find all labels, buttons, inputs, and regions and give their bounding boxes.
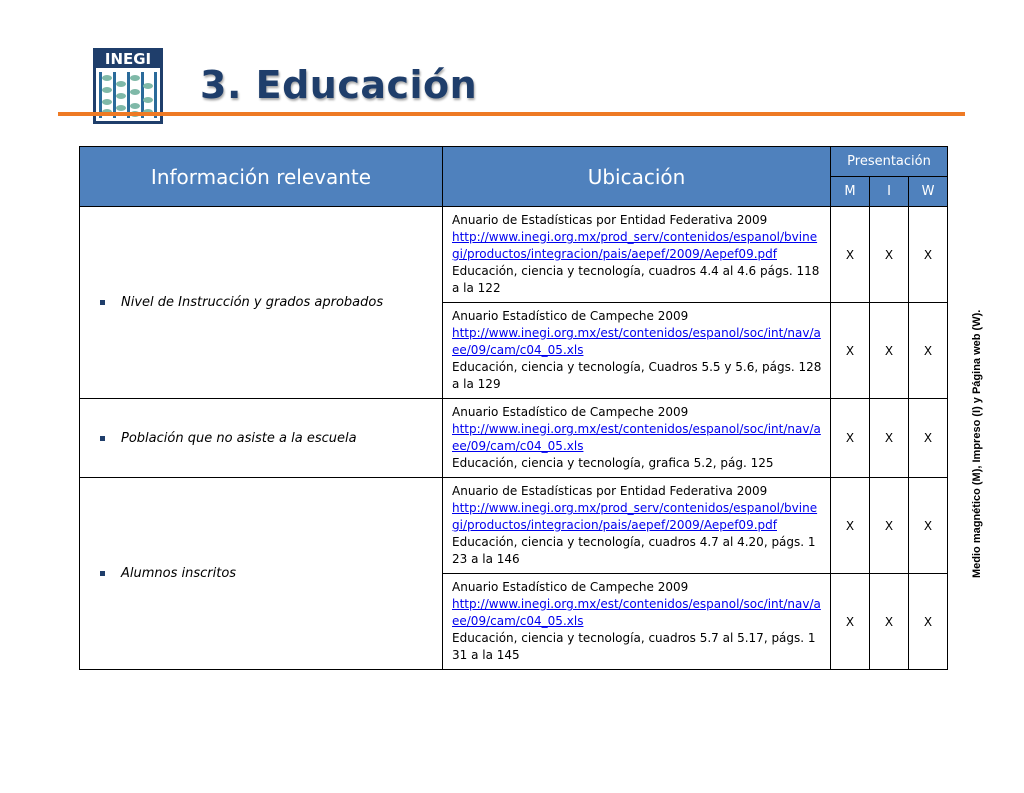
presentacion-w-cell: X [909, 574, 948, 670]
source-link[interactable]: http://www.inegi.org.mx/est/contenidos/espanol/soc/int/nav/aee/09/cam/c04_05.xls [452, 422, 821, 453]
info-cell [80, 207, 443, 399]
table-row [80, 207, 948, 303]
source-detail: Educación, ciencia y tecnología, Cuadros 5.5 y 5.6, págs. 128 a la 129 [452, 360, 822, 391]
presentacion-i-cell: X [870, 207, 909, 303]
bullet-icon [100, 436, 105, 441]
header-w: W [909, 177, 948, 207]
table-row [80, 478, 948, 574]
presentacion-w-cell: X [909, 207, 948, 303]
info-cell [80, 478, 443, 670]
presentacion-m-cell: X [831, 478, 870, 574]
header-presentacion: Presentación [831, 147, 948, 177]
ubicacion-cell [443, 303, 831, 399]
table-row [80, 399, 948, 478]
info-label: Nivel de Instrucción y grados aprobados [121, 295, 384, 310]
source-link[interactable]: http://www.inegi.org.mx/est/contenidos/espanol/soc/int/nav/aee/09/cam/c04_05.xls [452, 326, 821, 357]
source-link[interactable]: http://www.inegi.org.mx/prod_serv/contenidos/espanol/bvinegi/productos/integracion/pais/aepef/2009/Aepef09.pdf [452, 501, 818, 532]
source-title: Anuario Estadístico de Campeche 2009 [452, 309, 689, 323]
ubicacion-cell [443, 574, 831, 670]
presentacion-w-cell: X [909, 399, 948, 478]
bullet-icon [100, 571, 105, 576]
ubicacion-cell [443, 478, 831, 574]
title-divider [58, 112, 965, 116]
header-info: Información relevante [80, 147, 443, 207]
info-cell [80, 399, 443, 478]
source-detail: Educación, ciencia y tecnología, cuadros 4.7 al 4.20, págs. 123 a la 146 [452, 535, 816, 566]
presentacion-i-cell: X [870, 303, 909, 399]
header-ubicacion: Ubicación [443, 147, 831, 207]
source-link[interactable]: http://www.inegi.org.mx/prod_serv/contenidos/espanol/bvinegi/productos/integracion/pais/aepef/2009/Aepef09.pdf [452, 230, 818, 261]
source-detail: Educación, ciencia y tecnología, grafica 5.2, pág. 125 [452, 456, 774, 470]
header-i: I [870, 177, 909, 207]
presentacion-i-cell: X [870, 574, 909, 670]
side-note: Medio magnético (M), Impreso (I) y Página web (W). [971, 309, 983, 578]
bullet-icon [100, 300, 105, 305]
source-link[interactable]: http://www.inegi.org.mx/est/contenidos/espanol/soc/int/nav/aee/09/cam/c04_05.xls [452, 597, 821, 628]
logo-text: INEGI [104, 50, 152, 68]
presentacion-i-cell: X [870, 478, 909, 574]
education-table [79, 146, 948, 670]
source-detail: Educación, ciencia y tecnología, cuadros 4.4 al 4.6 págs. 118 a la 122 [452, 264, 820, 295]
source-title: Anuario Estadístico de Campeche 2009 [452, 580, 689, 594]
presentacion-m-cell: X [831, 207, 870, 303]
source-title: Anuario de Estadísticas por Entidad Federativa 2009 [452, 213, 768, 227]
presentacion-w-cell: X [909, 478, 948, 574]
ubicacion-cell [443, 399, 831, 478]
page-title: 3. Educación [200, 63, 478, 107]
source-title: Anuario Estadístico de Campeche 2009 [452, 405, 689, 419]
info-label: Alumnos inscritos [121, 566, 237, 581]
source-title: Anuario de Estadísticas por Entidad Federativa 2009 [452, 484, 768, 498]
header-m: M [831, 177, 870, 207]
ubicacion-cell [443, 207, 831, 303]
presentacion-i-cell: X [870, 399, 909, 478]
source-detail: Educación, ciencia y tecnología, cuadros 5.7 al 5.17, págs. 131 a la 145 [452, 631, 816, 662]
presentacion-w-cell: X [909, 303, 948, 399]
presentacion-m-cell: X [831, 399, 870, 478]
info-label: Población que no asiste a la escuela [121, 430, 357, 446]
presentacion-m-cell: X [831, 574, 870, 670]
presentacion-m-cell: X [831, 303, 870, 399]
